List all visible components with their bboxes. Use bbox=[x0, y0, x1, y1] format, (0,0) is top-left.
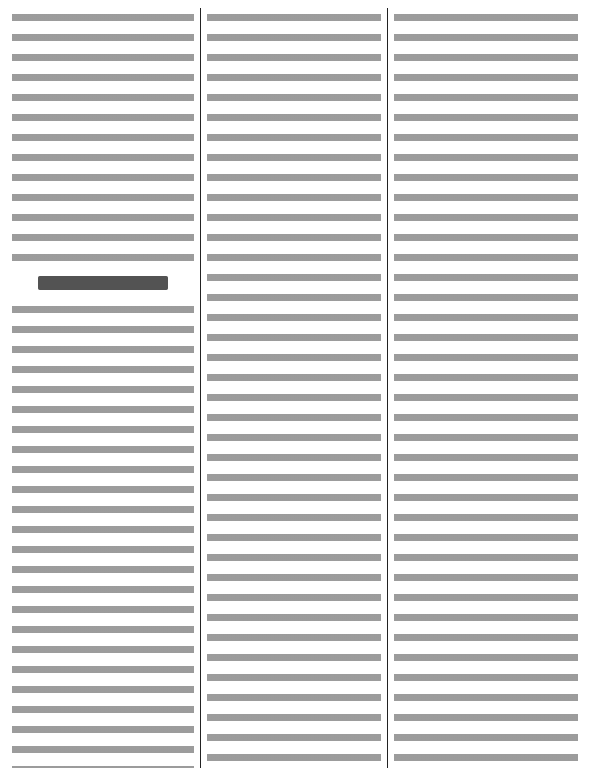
column-3-text-body-lower bbox=[12, 300, 194, 768]
column-1-text-body bbox=[394, 8, 578, 768]
subheading-text bbox=[38, 276, 168, 290]
column-3-text-body-upper bbox=[12, 8, 194, 268]
article-column-2 bbox=[200, 8, 388, 768]
column-3-subheading bbox=[12, 270, 194, 296]
article-column-1 bbox=[388, 8, 584, 768]
article-column-3 bbox=[6, 8, 200, 768]
column-2-text-body bbox=[207, 8, 381, 768]
